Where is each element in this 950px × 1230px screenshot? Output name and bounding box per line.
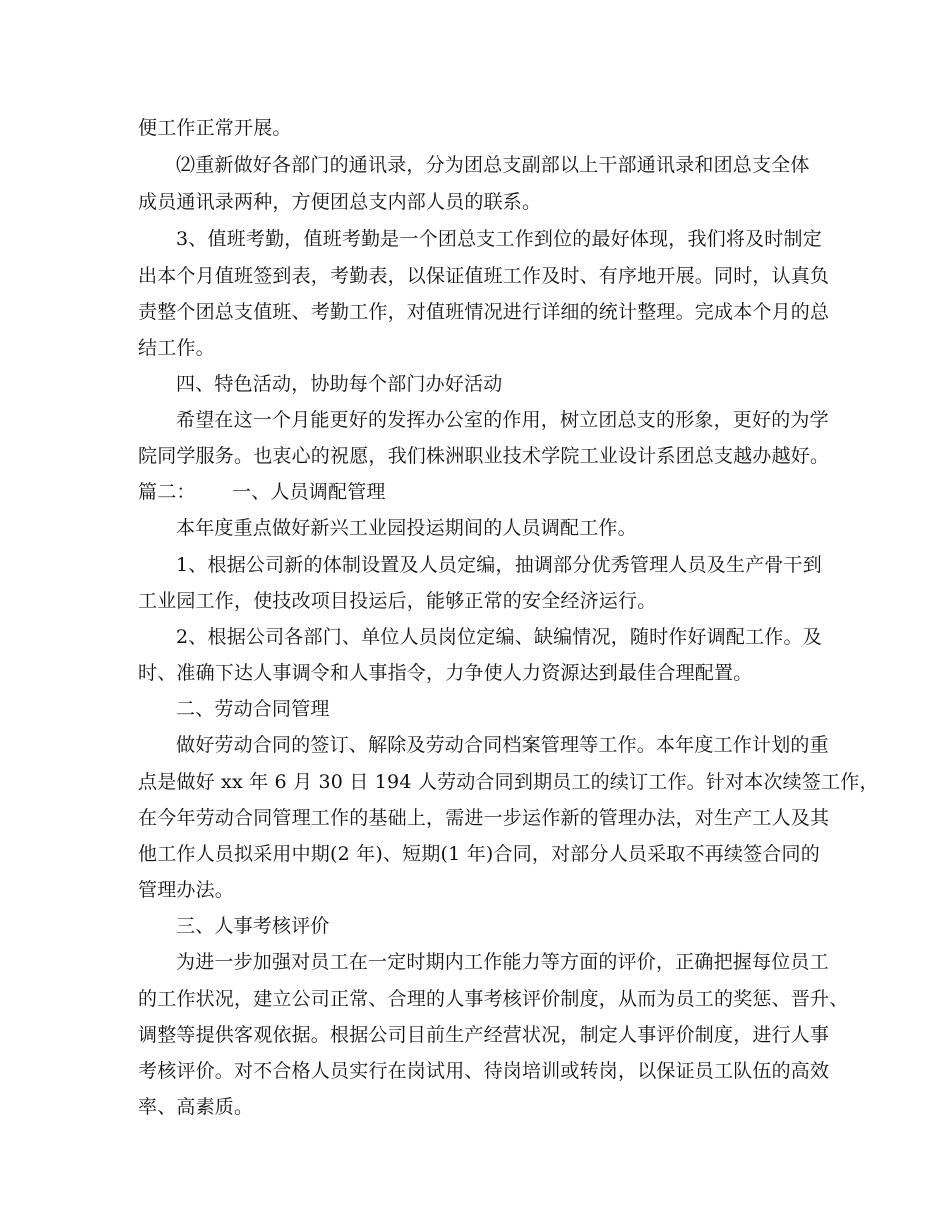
section-heading: 四、特色活动，协助每个部门办好活动 [176, 373, 503, 395]
section-heading: 二、劳动合同管理 [176, 698, 330, 720]
paragraph-line: 1、根据公司新的体制设置及人员定编，抽调部分优秀管理人员及生产骨干到 [176, 554, 822, 576]
paragraph-line: 出本个月值班签到表，考勤表，以保证值班工作及时、有序地开展。同时，认真负 [138, 265, 830, 287]
part-label: 篇二： [138, 481, 196, 503]
paragraph-line: 院同学服务。也衷心的祝愿，我们株洲职业技术学院工业设计系团总支越办越好。 [138, 445, 830, 467]
paragraph-line: ⑵重新做好各部门的通讯录，分为团总支副部以上干部通讯录和团总支全体 [176, 154, 810, 176]
paragraph-line: 结工作。 [138, 337, 215, 359]
paragraph-line: 责整个团总支值班、考勤工作，对值班情况进行详细的统计整理。完成本个月的总 [138, 301, 830, 323]
paragraph-line: 调整等提供客观依据。根据公司目前生产经营状况，制定人事评价制度，进行人事 [138, 1024, 830, 1046]
paragraph-line: 率、高素质。 [138, 1096, 254, 1118]
paragraph-line: 考核评价。对不合格人员实行在岗试用、待岗培训或转岗，以保证员工队伍的高效 [138, 1060, 830, 1082]
paragraph-line: 2、根据公司各部门、单位人员岗位定编、缺编情况，随时作好调配工作。及 [176, 626, 822, 648]
paragraph-line: 希望在这一个月能更好的发挥办公室的作用，树立团总支的形象，更好的为学 [176, 409, 829, 431]
paragraph-line: 便工作正常开展。 [138, 117, 292, 139]
paragraph-line: 时、准确下达人事调令和人事指令，力争使人力资源达到最佳合理配置。 [138, 662, 753, 684]
paragraph-line: 在今年劳动合同管理工作的基础上，需进一步运作新的管理办法，对生产工人及其 [138, 807, 830, 829]
paragraph-line: 管理办法。 [138, 879, 235, 901]
paragraph-line: 工业园工作，使技改项目投运后，能够正常的安全经济运行。 [138, 590, 657, 612]
paragraph-line: 他工作人员拟采用中期(2 年)、短期(1 年)合同，对部分人员采取不再续签合同的 [138, 843, 820, 865]
section-heading: 三、人事考核评价 [176, 915, 330, 937]
paragraph-line: 做好劳动合同的签订、解除及劳动合同档案管理等工作。本年度工作计划的重 [176, 734, 829, 756]
section-heading: 一、人员调配管理 [232, 481, 386, 503]
paragraph-line: 点是做好 xx 年 6 月 30 日 194 人劳动合同到期员工的续订工作。针对本次续签工作， [138, 771, 879, 793]
paragraph-line: 为进一步加强对员工在一定时期内工作能力等方面的评价，正确把握每位员工 [176, 951, 829, 973]
paragraph-line: 的工作状况，建立公司正常、合理的人事考核评价制度，从而为员工的奖惩、晋升、 [138, 988, 849, 1010]
paragraph-line: 本年度重点做好新兴工业园投运期间的人员调配工作。 [176, 517, 637, 539]
paragraph-line: 成员通讯录两种，方便团总支内部人员的联系。 [138, 191, 542, 213]
paragraph-line: 3、值班考勤，值班考勤是一个团总支工作到位的最好体现，我们将及时制定 [176, 228, 822, 250]
